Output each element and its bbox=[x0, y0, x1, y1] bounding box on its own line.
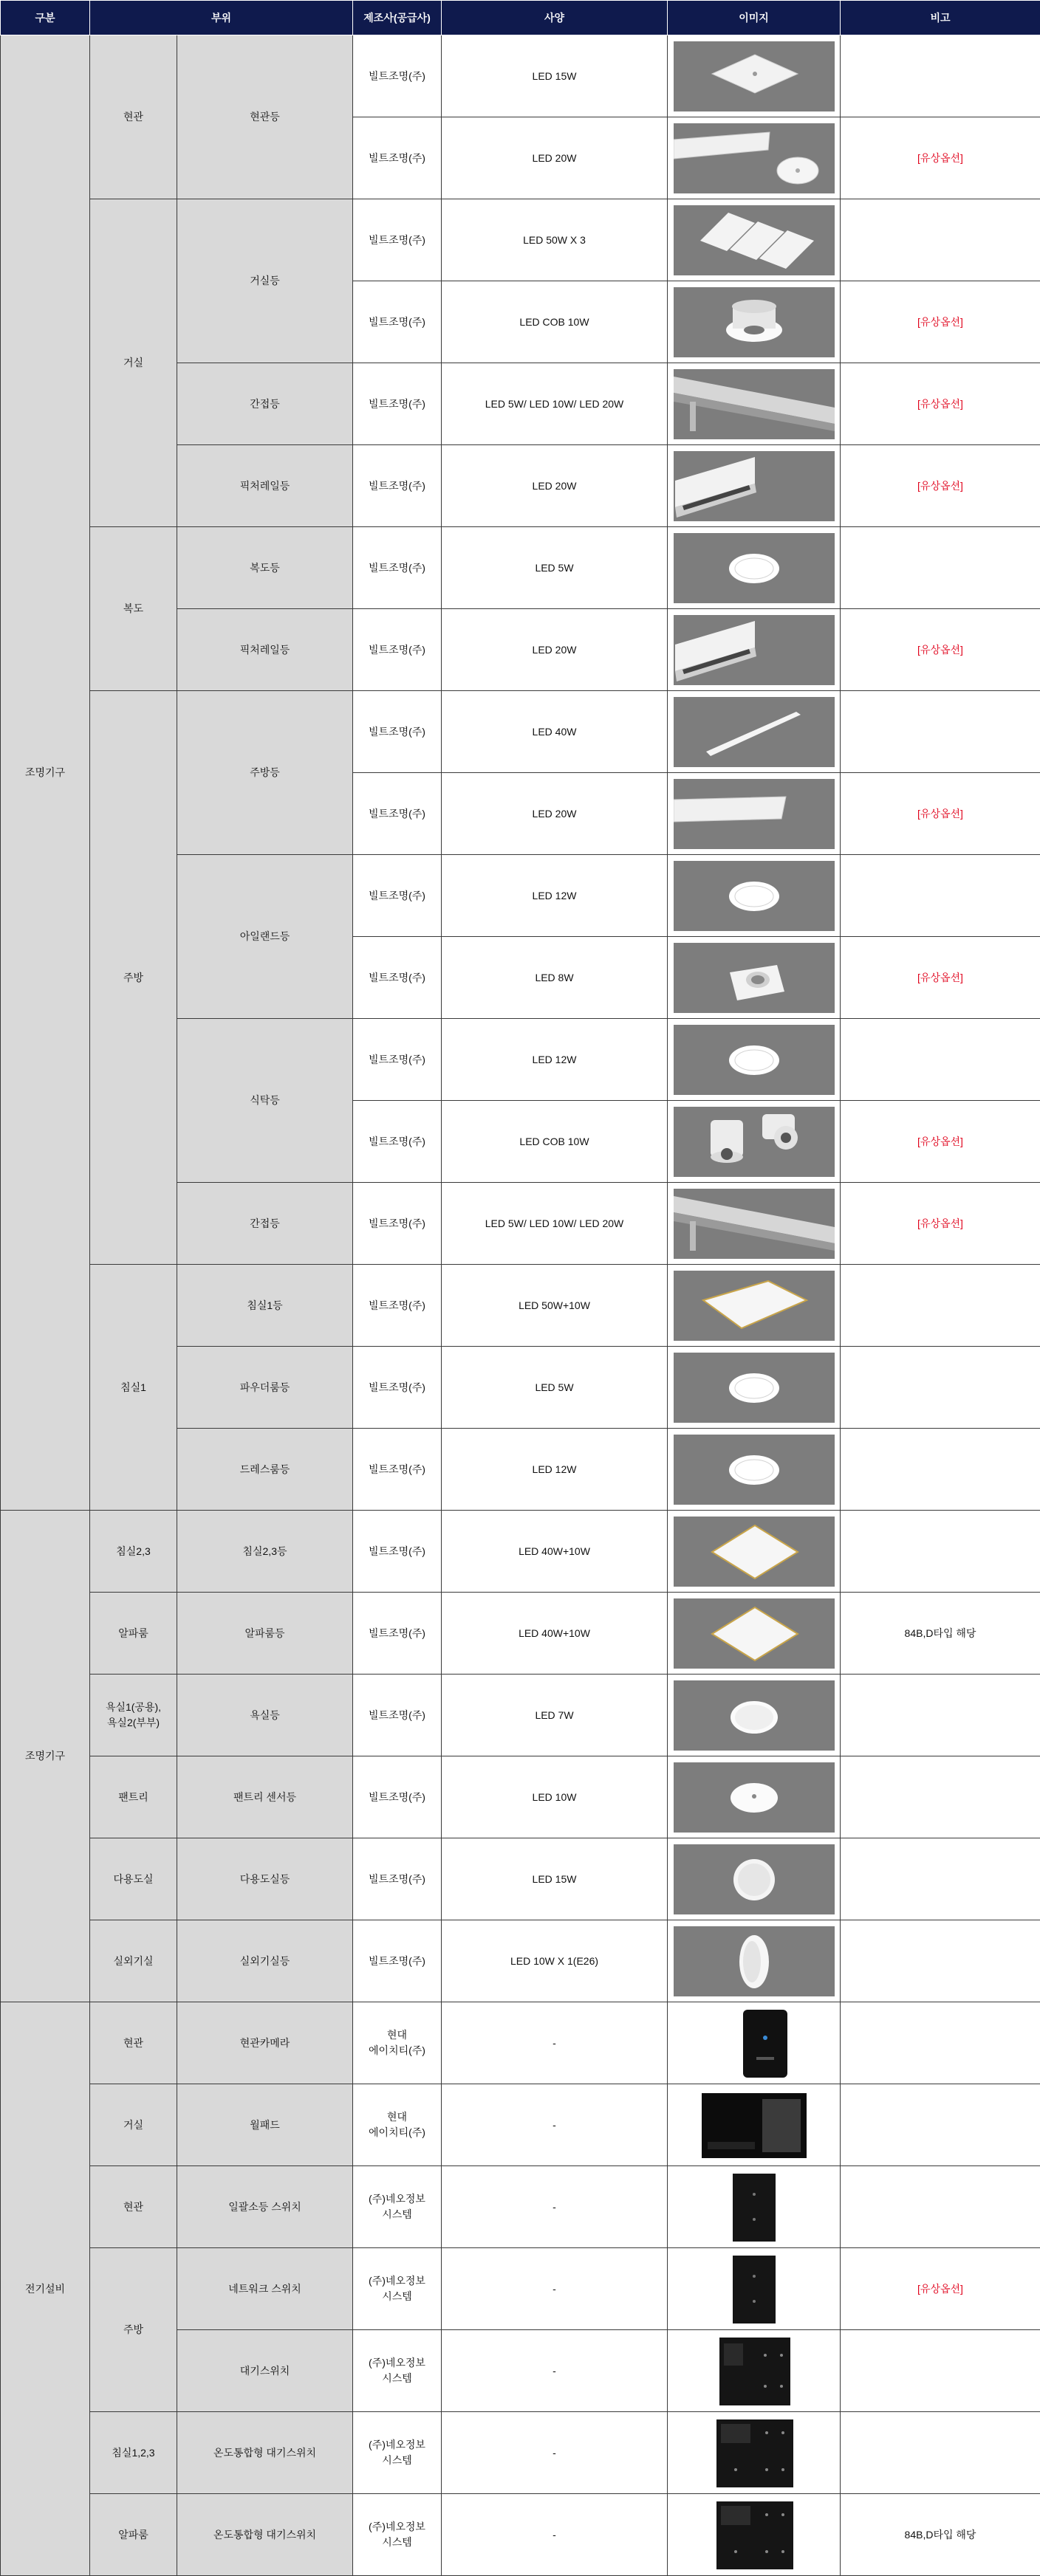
spec-cell: LED 12W bbox=[442, 1429, 668, 1511]
manufacturer-cell: 빌트조명(주) bbox=[353, 1429, 442, 1511]
round-sensor-light-icon bbox=[674, 1762, 835, 1833]
image-cell bbox=[668, 281, 841, 363]
note-cell: [유상옵션] bbox=[841, 445, 1040, 527]
area-cell: 침실1,2,3 bbox=[90, 2412, 177, 2494]
note-cell bbox=[841, 1019, 1040, 1101]
part-cell: 욕실등 bbox=[177, 1675, 353, 1756]
note-cell: [유상옵션] bbox=[841, 363, 1040, 445]
slim-linear-light-icon bbox=[674, 697, 835, 767]
part-cell: 현관카메라 bbox=[177, 2002, 353, 2084]
spec-cell: - bbox=[442, 2002, 668, 2084]
note-cell bbox=[841, 1511, 1040, 1593]
manufacturer-cell: 빌트조명(주) bbox=[353, 1838, 442, 1920]
spec-cell: LED 12W bbox=[442, 1019, 668, 1101]
square-panel-light-icon bbox=[674, 41, 835, 111]
category-cell: 조명기구 bbox=[1, 1511, 90, 2002]
part-cell: 온도통합형 대기스위치 bbox=[177, 2412, 353, 2494]
area-cell: 실외기실 bbox=[90, 1920, 177, 2002]
standby-switch-icon bbox=[674, 2336, 835, 2406]
note-cell: [유상옵션] bbox=[841, 2248, 1040, 2330]
image-cell bbox=[668, 1920, 841, 2002]
area-cell: 거실 bbox=[90, 199, 177, 527]
round-dome-light-icon bbox=[674, 1844, 835, 1914]
part-cell: 실외기실등 bbox=[177, 1920, 353, 2002]
spec-cell: LED 40W bbox=[442, 691, 668, 773]
note-cell bbox=[841, 2412, 1040, 2494]
manufacturer-cell: 빌트조명(주) bbox=[353, 35, 442, 117]
table-row bbox=[1, 1756, 1040, 1838]
image-cell bbox=[668, 1347, 841, 1429]
area-cell: 욕실1(공용), 욕실2(부부) bbox=[90, 1675, 177, 1756]
manufacturer-cell: 빌트조명(주) bbox=[353, 773, 442, 855]
image-cell bbox=[668, 117, 841, 199]
spec-cell: - bbox=[442, 2084, 668, 2166]
spec-cell: - bbox=[442, 2494, 668, 2576]
spec-cell: LED 7W bbox=[442, 1675, 668, 1756]
image-cell bbox=[668, 2330, 841, 2412]
table-row bbox=[1, 2248, 1040, 2330]
table-row bbox=[1, 1265, 1040, 1347]
note-cell: [유상옵션] bbox=[841, 1183, 1040, 1265]
note-cell bbox=[841, 2330, 1040, 2412]
manufacturer-cell: 빌트조명(주) bbox=[353, 855, 442, 937]
part-cell: 아일랜드등 bbox=[177, 855, 353, 1019]
spec-cell: - bbox=[442, 2166, 668, 2248]
note-cell bbox=[841, 1920, 1040, 2002]
image-cell bbox=[668, 937, 841, 1019]
part-cell: 픽처레일등 bbox=[177, 445, 353, 527]
image-cell bbox=[668, 1019, 841, 1101]
linear-light-icon bbox=[674, 779, 835, 849]
note-cell bbox=[841, 2002, 1040, 2084]
note-cell bbox=[841, 1347, 1040, 1429]
manufacturer-cell: 빌트조명(주) bbox=[353, 1756, 442, 1838]
spec-cell: LED 20W bbox=[442, 773, 668, 855]
spec-cell: - bbox=[442, 2330, 668, 2412]
area-cell: 알파룸 bbox=[90, 2494, 177, 2576]
part-cell: 대기스위치 bbox=[177, 2330, 353, 2412]
image-cell bbox=[668, 445, 841, 527]
image-cell bbox=[668, 1183, 841, 1265]
indirect-rail-light-icon bbox=[674, 1189, 835, 1259]
manufacturer-cell: 빌트조명(주) bbox=[353, 1511, 442, 1593]
manufacturer-cell: 빌트조명(주) bbox=[353, 1183, 442, 1265]
image-cell bbox=[668, 1429, 841, 1511]
round-downlight-icon bbox=[674, 1435, 835, 1505]
gold-edge-diamond-panel-icon bbox=[674, 1598, 835, 1669]
area-cell: 팬트리 bbox=[90, 1756, 177, 1838]
image-cell bbox=[668, 363, 841, 445]
area-cell: 침실1 bbox=[90, 1265, 177, 1511]
round-downlight-icon bbox=[674, 533, 835, 603]
image-cell bbox=[668, 1756, 841, 1838]
image-cell bbox=[668, 691, 841, 773]
area-cell: 침실2,3 bbox=[90, 1511, 177, 1593]
wallpad-icon bbox=[674, 2090, 835, 2160]
spec-cell: LED 5W bbox=[442, 527, 668, 609]
part-cell: 거실등 bbox=[177, 199, 353, 363]
area-cell: 다용도실 bbox=[90, 1838, 177, 1920]
spec-cell: LED 5W/ LED 10W/ LED 20W bbox=[442, 1183, 668, 1265]
table-row bbox=[1, 1838, 1040, 1920]
area-cell: 거실 bbox=[90, 2084, 177, 2166]
note-cell bbox=[841, 1838, 1040, 1920]
spec-cell: LED 50W+10W bbox=[442, 1265, 668, 1347]
header-manufacturer: 제조사(공급사) bbox=[353, 1, 442, 35]
triple-panel-light-icon bbox=[674, 205, 835, 275]
part-cell: 침실2,3등 bbox=[177, 1511, 353, 1593]
spec-cell: LED 15W bbox=[442, 1838, 668, 1920]
image-cell bbox=[668, 1265, 841, 1347]
manufacturer-cell: 빌트조명(주) bbox=[353, 117, 442, 199]
part-cell: 일괄소등 스위치 bbox=[177, 2166, 353, 2248]
table-row bbox=[1, 2002, 1040, 2084]
round-downlight-icon bbox=[674, 1025, 835, 1095]
image-cell bbox=[668, 1838, 841, 1920]
image-cell bbox=[668, 199, 841, 281]
image-cell bbox=[668, 2248, 841, 2330]
round-flush-light-icon bbox=[674, 1680, 835, 1751]
part-cell: 간접등 bbox=[177, 363, 353, 445]
note-cell: 84B,D타입 해당 bbox=[841, 1593, 1040, 1675]
header-spec: 사양 bbox=[442, 1, 668, 35]
oval-bulkhead-light-icon bbox=[674, 1926, 835, 1996]
note-cell: [유상옵션] bbox=[841, 937, 1040, 1019]
spec-cell: LED 8W bbox=[442, 937, 668, 1019]
manufacturer-cell: 빌트조명(주) bbox=[353, 527, 442, 609]
note-cell bbox=[841, 1265, 1040, 1347]
image-cell bbox=[668, 1593, 841, 1675]
round-downlight-icon bbox=[674, 1353, 835, 1423]
manufacturer-cell: 빌트조명(주) bbox=[353, 445, 442, 527]
manufacturer-cell: 빌트조명(주) bbox=[353, 937, 442, 1019]
spec-cell: LED COB 10W bbox=[442, 281, 668, 363]
table-row bbox=[1, 2494, 1040, 2576]
note-cell bbox=[841, 1429, 1040, 1511]
part-cell: 알파룸등 bbox=[177, 1593, 353, 1675]
spec-cell: LED 10W bbox=[442, 1756, 668, 1838]
manufacturer-cell: (주)네오정보 시스템 bbox=[353, 2248, 442, 2330]
table-row bbox=[1, 1511, 1040, 1593]
image-cell bbox=[668, 773, 841, 855]
picture-rail-light-icon bbox=[674, 615, 835, 685]
note-cell bbox=[841, 527, 1040, 609]
manufacturer-cell: (주)네오정보 시스템 bbox=[353, 2494, 442, 2576]
table-row bbox=[1, 2166, 1040, 2248]
header-image: 이미지 bbox=[668, 1, 841, 35]
spec-cell: LED 40W+10W bbox=[442, 1511, 668, 1593]
manufacturer-cell: 빌트조명(주) bbox=[353, 281, 442, 363]
spec-cell: LED 10W X 1(E26) bbox=[442, 1920, 668, 2002]
image-cell bbox=[668, 2002, 841, 2084]
image-cell bbox=[668, 2166, 841, 2248]
spec-cell: - bbox=[442, 2412, 668, 2494]
image-cell bbox=[668, 609, 841, 691]
table-row bbox=[1, 691, 1040, 773]
spec-cell: LED 20W bbox=[442, 445, 668, 527]
image-cell bbox=[668, 2412, 841, 2494]
spec-cell: LED 40W+10W bbox=[442, 1593, 668, 1675]
spec-cell: LED COB 10W bbox=[442, 1101, 668, 1183]
area-cell: 현관 bbox=[90, 2166, 177, 2248]
part-cell: 복도등 bbox=[177, 527, 353, 609]
image-cell bbox=[668, 1101, 841, 1183]
manufacturer-cell: 빌트조명(주) bbox=[353, 1593, 442, 1675]
thermostat-standby-switch-icon bbox=[674, 2500, 835, 2570]
manufacturer-cell: 빌트조명(주) bbox=[353, 199, 442, 281]
area-cell: 현관 bbox=[90, 35, 177, 199]
spec-cell: LED 50W X 3 bbox=[442, 199, 668, 281]
header-location: 부위 bbox=[90, 1, 353, 35]
manufacturer-cell: 빌트조명(주) bbox=[353, 1675, 442, 1756]
gold-edge-diamond-panel-icon bbox=[674, 1517, 835, 1587]
area-cell: 복도 bbox=[90, 527, 177, 691]
manufacturer-cell: 빌트조명(주) bbox=[353, 1347, 442, 1429]
picture-rail-light-icon bbox=[674, 451, 835, 521]
manufacturer-cell: 빌트조명(주) bbox=[353, 609, 442, 691]
linear-light-with-downlight-icon bbox=[674, 123, 835, 193]
image-cell bbox=[668, 2494, 841, 2576]
category-cell: 전기설비 bbox=[1, 2002, 90, 2576]
manufacturer-cell: 빌트조명(주) bbox=[353, 1101, 442, 1183]
part-cell: 현관등 bbox=[177, 35, 353, 199]
part-cell: 팬트리 센서등 bbox=[177, 1756, 353, 1838]
manufacturer-cell: 현대 에이치티(주) bbox=[353, 2002, 442, 2084]
table-row bbox=[1, 2412, 1040, 2494]
table-row bbox=[1, 1675, 1040, 1756]
note-cell bbox=[841, 199, 1040, 281]
category-cell: 조명기구 bbox=[1, 35, 90, 1511]
spec-cell: LED 20W bbox=[442, 609, 668, 691]
gold-edge-square-panel-icon bbox=[674, 1271, 835, 1341]
part-cell: 주방등 bbox=[177, 691, 353, 855]
header-note: 비고 bbox=[841, 1, 1040, 35]
manufacturer-cell: (주)네오정보 시스템 bbox=[353, 2412, 442, 2494]
manufacturer-cell: 빌트조명(주) bbox=[353, 1265, 442, 1347]
batch-off-switch-icon bbox=[674, 2172, 835, 2242]
image-cell bbox=[668, 35, 841, 117]
spec-cell: - bbox=[442, 2248, 668, 2330]
note-cell: [유상옵션] bbox=[841, 1101, 1040, 1183]
note-cell: [유상옵션] bbox=[841, 773, 1040, 855]
table-row bbox=[1, 35, 1040, 117]
table-row bbox=[1, 1920, 1040, 2002]
part-cell: 온도통합형 대기스위치 bbox=[177, 2494, 353, 2576]
note-cell bbox=[841, 855, 1040, 937]
part-cell: 간접등 bbox=[177, 1183, 353, 1265]
manufacturer-cell: 빌트조명(주) bbox=[353, 1920, 442, 2002]
table-row bbox=[1, 199, 1040, 281]
image-cell bbox=[668, 2084, 841, 2166]
header-category: 구분 bbox=[1, 1, 90, 35]
manufacturer-cell: 현대 에이치티(주) bbox=[353, 2084, 442, 2166]
image-cell bbox=[668, 1675, 841, 1756]
spec-cell: LED 5W/ LED 10W/ LED 20W bbox=[442, 363, 668, 445]
note-cell bbox=[841, 2084, 1040, 2166]
round-downlight-icon bbox=[674, 861, 835, 931]
part-cell: 월패드 bbox=[177, 2084, 353, 2166]
image-cell bbox=[668, 1511, 841, 1593]
table-row bbox=[1, 2084, 1040, 2166]
part-cell: 드레스룸등 bbox=[177, 1429, 353, 1511]
part-cell: 다용도실등 bbox=[177, 1838, 353, 1920]
manufacturer-cell: 빌트조명(주) bbox=[353, 691, 442, 773]
note-cell bbox=[841, 1675, 1040, 1756]
area-cell: 주방 bbox=[90, 2248, 177, 2412]
manufacturer-cell: 빌트조명(주) bbox=[353, 363, 442, 445]
header-row bbox=[1, 1, 1040, 35]
table-row bbox=[1, 527, 1040, 609]
note-cell: 84B,D타입 해당 bbox=[841, 2494, 1040, 2576]
note-cell bbox=[841, 35, 1040, 117]
note-cell: [유상옵션] bbox=[841, 609, 1040, 691]
manufacturer-cell: (주)네오정보 시스템 bbox=[353, 2330, 442, 2412]
surface-spot-lights-icon bbox=[674, 1107, 835, 1177]
cob-downlight-icon bbox=[674, 287, 835, 357]
square-spot-downlight-icon bbox=[674, 943, 835, 1013]
note-cell bbox=[841, 1756, 1040, 1838]
table-row bbox=[1, 1593, 1040, 1675]
part-cell: 식탁등 bbox=[177, 1019, 353, 1183]
part-cell: 네트워크 스위치 bbox=[177, 2248, 353, 2330]
door-camera-icon bbox=[674, 2008, 835, 2078]
indirect-rail-light-icon bbox=[674, 369, 835, 439]
image-cell bbox=[668, 527, 841, 609]
spec-cell: LED 12W bbox=[442, 855, 668, 937]
note-cell: [유상옵션] bbox=[841, 281, 1040, 363]
part-cell: 침실1등 bbox=[177, 1265, 353, 1347]
thermostat-standby-switch-icon bbox=[674, 2418, 835, 2488]
part-cell: 픽처레일등 bbox=[177, 609, 353, 691]
area-cell: 알파룸 bbox=[90, 1593, 177, 1675]
image-cell bbox=[668, 855, 841, 937]
spec-cell: LED 15W bbox=[442, 35, 668, 117]
note-cell bbox=[841, 691, 1040, 773]
network-switch-icon bbox=[674, 2254, 835, 2324]
manufacturer-cell: (주)네오정보 시스템 bbox=[353, 2166, 442, 2248]
part-cell: 파우더룸등 bbox=[177, 1347, 353, 1429]
area-cell: 현관 bbox=[90, 2002, 177, 2084]
spec-cell: LED 20W bbox=[442, 117, 668, 199]
manufacturer-cell: 빌트조명(주) bbox=[353, 1019, 442, 1101]
area-cell: 주방 bbox=[90, 691, 177, 1265]
spec-cell: LED 5W bbox=[442, 1347, 668, 1429]
note-cell: [유상옵션] bbox=[841, 117, 1040, 199]
note-cell bbox=[841, 2166, 1040, 2248]
